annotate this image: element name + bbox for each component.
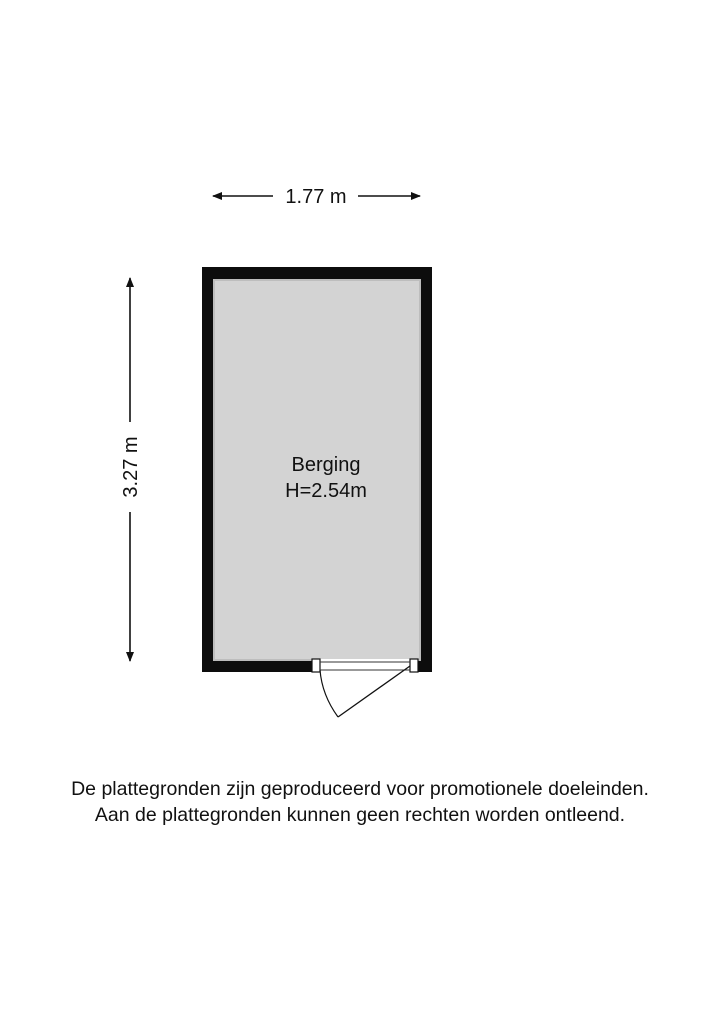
width-dimension [213, 186, 420, 208]
door-swing-arc [320, 670, 338, 717]
room-name: Berging [291, 454, 361, 476]
door-leaf [338, 666, 410, 717]
room-berging [202, 267, 432, 717]
disclaimer-line-2: Aan de plattegronden kunnen geen rechten worden ontleend. [94, 804, 626, 826]
door-jamb-right [410, 659, 418, 672]
width-dimension-label: 1.77 m [285, 186, 347, 208]
height-dimension-label: 3.27 m [120, 436, 142, 498]
height-dimension [120, 278, 142, 661]
room-height: H=2.54m [285, 480, 367, 502]
door-jamb-left [312, 659, 320, 672]
door [312, 659, 418, 717]
disclaimer-line-1: De plattegronden zijn geproduceerd voor promotionele doeleinden. [71, 778, 649, 800]
